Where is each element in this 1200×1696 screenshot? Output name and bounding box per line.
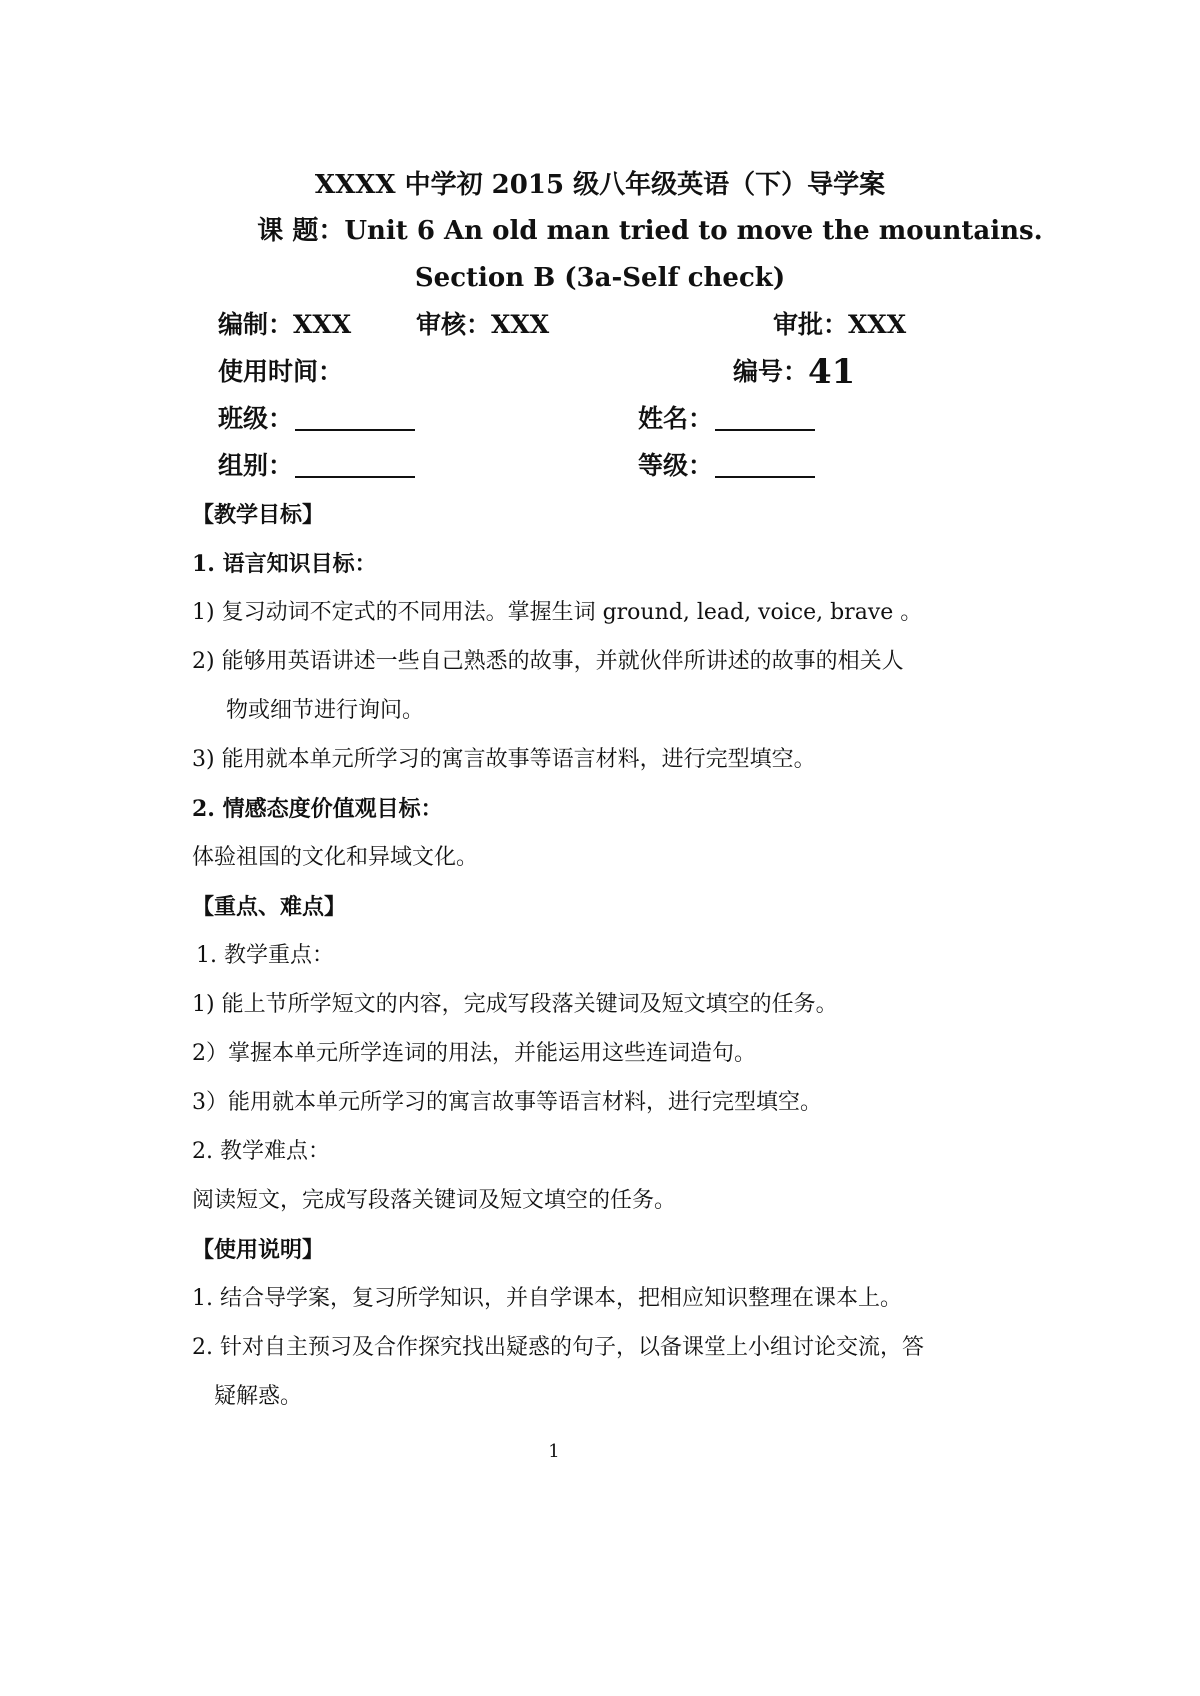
number-label: 编号：	[733, 357, 809, 386]
goals-item-2: 2) 能够用英语讲述一些自己熟悉的故事，并就伙伴所讲述的故事的相关人	[192, 649, 904, 674]
topic-line	[50, 216, 1200, 246]
difficulty-text: 阅读短文，完成写段落关键词及短文填空的任务。	[192, 1188, 677, 1213]
instructions-item-2-continued: 疑解惑。	[214, 1384, 303, 1409]
reviewer-value: XXX	[491, 310, 550, 339]
topic-label: 课 题：	[257, 216, 345, 246]
focus-item-2: 2）掌握本单元所学连词的用法，并能运用这些连词造句。	[192, 1041, 756, 1066]
approver-value: XXX	[848, 310, 907, 339]
instructions-item-1: 1. 结合导学案，复习所学知识，并自学课本，把相应知识整理在课本上。	[192, 1286, 902, 1311]
page-number: 1	[548, 1441, 560, 1462]
goals-item-3: 3) 能用就本单元所学习的寓言故事等语言材料，进行完型填空。	[192, 747, 816, 772]
grade-field	[638, 451, 815, 481]
name-label: 姓名：	[638, 404, 714, 433]
editor-label: 编制：	[218, 310, 294, 339]
approver-field	[773, 310, 906, 340]
difficulty-label: 2. 教学难点：	[192, 1139, 330, 1164]
goals-subheading-attitude: 2. 情感态度价值观目标：	[192, 796, 443, 822]
group-field	[218, 451, 415, 481]
goals-item-2-continued: 物或细节进行询问。	[226, 698, 425, 723]
reviewer-label: 审核：	[416, 310, 492, 339]
approver-label: 审批：	[773, 310, 849, 339]
name-field	[638, 404, 815, 434]
group-label: 组别：	[218, 451, 294, 480]
document-title: XXXX 中学初 2015 级八年级英语（下）导学案	[314, 170, 886, 200]
goals-attitude-text: 体验祖国的文化和异域文化。	[192, 845, 479, 870]
key-points-heading: 【重点、难点】	[192, 894, 347, 920]
focus-item-3: 3）能用就本单元所学习的寓言故事等语言材料，进行完型填空。	[192, 1090, 822, 1115]
focus-item-1: 1) 能上节所学短文的内容，完成写段落关键词及短文填空的任务。	[192, 992, 838, 1017]
topic-text: Unit 6 An old man tried to move the mountains.	[344, 216, 1043, 246]
name-blank[interactable]	[715, 405, 815, 431]
section-title: Section B (3a-Self check)	[414, 263, 786, 293]
instructions-item-2: 2. 针对自主预习及合作探究找出疑惑的句子，以备课堂上小组讨论交流，答	[192, 1335, 924, 1360]
editor-field	[218, 310, 351, 340]
group-blank[interactable]	[295, 452, 415, 478]
instructions-heading: 【使用说明】	[192, 1237, 325, 1263]
class-blank[interactable]	[295, 405, 415, 431]
goals-item-1: 1) 复习动词不定式的不同用法。掌握生词 ground, lead, voice, brave 。	[192, 600, 923, 625]
editor-value: XXX	[293, 310, 352, 339]
number-field	[733, 352, 856, 392]
class-label: 班级：	[218, 404, 294, 433]
goals-subheading-language: 1. 语言知识目标：	[192, 551, 377, 577]
number-value: 41	[808, 352, 856, 392]
grade-label: 等级：	[638, 451, 714, 480]
reviewer-field	[416, 310, 549, 340]
focus-label: 1. 教学重点：	[196, 943, 334, 968]
grade-blank[interactable]	[715, 452, 815, 478]
class-field	[218, 404, 415, 434]
usage-time-label: 使用时间：	[218, 357, 344, 386]
goals-heading: 【教学目标】	[192, 502, 325, 528]
